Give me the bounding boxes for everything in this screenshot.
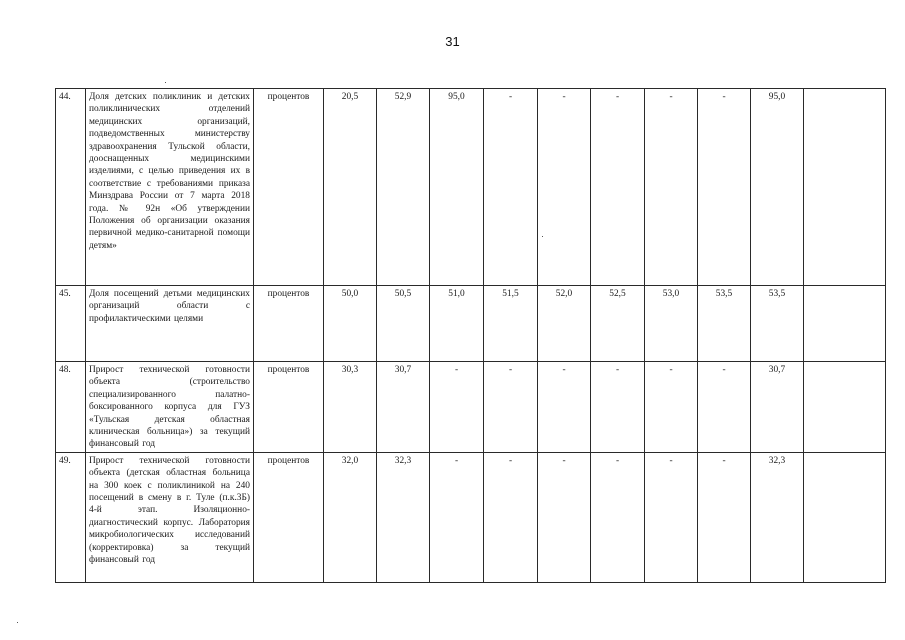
value-cell xyxy=(804,89,886,286)
value-cell: 52,0 xyxy=(538,286,591,362)
unit-cell: процентов xyxy=(254,452,324,582)
value-cell: - xyxy=(538,89,591,286)
table-row xyxy=(56,89,886,286)
value-cell: 30,7 xyxy=(751,362,804,453)
value-cell: 52,5 xyxy=(591,286,645,362)
value-cell: 50,0 xyxy=(324,286,377,362)
value-cell: 53,5 xyxy=(698,286,751,362)
value-cell: - xyxy=(698,362,751,453)
value-cell: 50,5 xyxy=(377,286,430,362)
value-cell: 95,0 xyxy=(430,89,484,286)
indicator-description: Доля детских поликлиник и детских поликлинических отделений медицинских организаций, подведомственных министерству здравоохранения Тульской области, дооснащенных медицинскими изделиями, с целью приведения их в соответствие с требованиями приказа Минздрава России от 7 марта 2018 года. № 92н «Об утверждении Положения об организации оказания первичной медико-санитарной помощи детям» xyxy=(86,89,254,286)
value-cell: 95,0 xyxy=(751,89,804,286)
row-number: 48. xyxy=(56,362,86,453)
value-cell: - xyxy=(430,362,484,453)
value-cell: 20,5 xyxy=(324,89,377,286)
value-cell: - xyxy=(645,89,698,286)
value-cell: - xyxy=(645,362,698,453)
indicators-table xyxy=(55,88,886,583)
value-cell: 51,0 xyxy=(430,286,484,362)
value-cell: 53,0 xyxy=(645,286,698,362)
indicator-description: Прирост технической готовности объекта (детская областная больница на 300 коек с поликлиникой на 240 посещений в смену в г. Туле (п.к.3Б) 4-й этап. Изоляционно-диагностический корпус. Лаборатория микробиологических исследований (корректировка) за текущий финансовый год xyxy=(86,452,254,582)
value-cell: 32,3 xyxy=(751,452,804,582)
value-cell xyxy=(804,452,886,582)
value-cell: - xyxy=(484,452,538,582)
value-cell: 30,3 xyxy=(324,362,377,453)
unit-cell: процентов xyxy=(254,362,324,453)
value-cell: - xyxy=(591,89,645,286)
indicator-description: Доля посещений детьми медицинских организаций области с профилактическими целями xyxy=(86,286,254,362)
value-cell: - xyxy=(645,452,698,582)
value-cell: - xyxy=(484,89,538,286)
row-number: 49. xyxy=(56,452,86,582)
value-cell: 52,9 xyxy=(377,89,430,286)
value-cell: 30,7 xyxy=(377,362,430,453)
value-cell: - xyxy=(591,362,645,453)
value-cell: 53,5 xyxy=(751,286,804,362)
indicator-description: Прирост технической готовности объекта (строительство специализированного палатно-боксированного корпуса для ГУЗ «Тульская детская областная клиническая больница») за текущий финансовый год xyxy=(86,362,254,453)
value-cell: - xyxy=(538,452,591,582)
page-number: 31 xyxy=(445,34,460,49)
value-cell: - xyxy=(430,452,484,582)
unit-cell: процентов xyxy=(254,89,324,286)
unit-cell: процентов xyxy=(254,286,324,362)
row-number: 45. xyxy=(56,286,86,362)
value-cell: 32,0 xyxy=(324,452,377,582)
value-cell: - xyxy=(698,89,751,286)
value-cell xyxy=(804,362,886,453)
value-cell xyxy=(804,286,886,362)
value-cell: - xyxy=(538,362,591,453)
table-row xyxy=(56,362,886,453)
row-number: 44. xyxy=(56,89,86,286)
value-cell: - xyxy=(591,452,645,582)
scan-speck xyxy=(542,236,543,237)
table-row xyxy=(56,286,886,362)
value-cell: - xyxy=(698,452,751,582)
scan-speck xyxy=(17,622,18,623)
table-row xyxy=(56,452,886,582)
value-cell: - xyxy=(484,362,538,453)
value-cell: 32,3 xyxy=(377,452,430,582)
scan-speck xyxy=(165,82,166,83)
value-cell: 51,5 xyxy=(484,286,538,362)
